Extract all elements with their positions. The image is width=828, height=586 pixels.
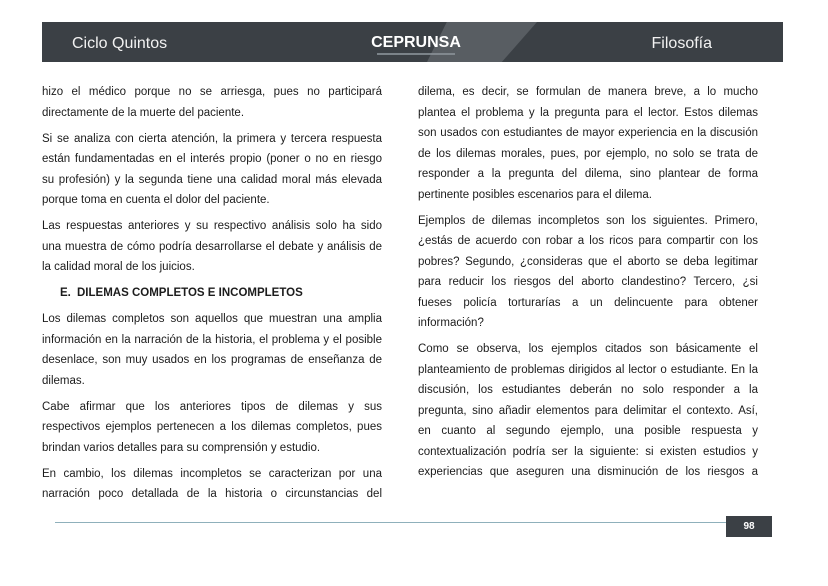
- text-line: información en la narración de la historia, el problema y el posible: [42, 333, 382, 346]
- paragraph: [42, 129, 382, 211]
- section-heading: [60, 283, 382, 304]
- text-line: Si se analiza con cierta atención, la primera y tercera respuesta: [42, 132, 382, 145]
- text-line: información?: [418, 317, 484, 329]
- text-line: desenlace, son muy usados en los programas de enseñanza de: [42, 354, 382, 366]
- left-column: [42, 82, 382, 510]
- page-header: [42, 22, 783, 62]
- text-line: porque toma en cuenta el dolor del paciente.: [42, 194, 270, 206]
- text-line: Cabe afirmar que los anteriores tipos de dilemas y sus: [42, 400, 382, 413]
- text-line: respectivos ejemplos pertenecen a los dilemas completos, pues: [42, 421, 382, 433]
- text-line: de los dilemas morales, pues, por ejemplo, no solo se trata de: [418, 147, 758, 160]
- page-number: 98: [743, 521, 755, 532]
- text-line: la calidad moral de los juicios.: [42, 261, 195, 273]
- text-line: una muestra de cómo podría desarrollarse el debate y análisis de: [42, 240, 382, 253]
- text-line: brindan varios detalles para su comprensión y estudio.: [42, 441, 321, 454]
- section-heading-label: E.: [60, 287, 71, 299]
- text-line: planteamiento de problemas dirigidos al lector o estudiante. En la: [418, 363, 758, 376]
- text-line: para reducir los riesgos del aborto clandestino? Tercero, ¿si: [418, 276, 758, 288]
- text-line: hizo el médico porque no se arriesga, pues no participará: [42, 86, 382, 98]
- text-line: directamente de la muerte del paciente.: [42, 106, 245, 119]
- text-line: plantea el problema y la pregunta para el lector. Estos dilemas: [418, 106, 758, 119]
- paragraph: [418, 82, 758, 205]
- subject-title: Filosofía: [651, 35, 712, 52]
- text-line: su profesión) y la segunda tiene una calidad moral más elevada: [42, 173, 382, 186]
- text-line: fueses policía torturarías a un delincuente para obtener: [418, 296, 758, 309]
- text-line: Los dilemas completos son aquellos que muestran una amplia: [42, 313, 382, 325]
- logo-tagline-mark: [377, 53, 455, 55]
- text-line: dilemas.: [42, 374, 85, 387]
- text-line: pobres? Segundo, ¿consideras que el aborto se deba legitimar: [418, 255, 758, 268]
- text-line: contextualización podría ser la siguiente: si existen estudios y: [418, 445, 758, 458]
- paragraph: [418, 339, 758, 483]
- text-line: pregunta, sino añadir elementos para delimitar el contexto. Así,: [418, 404, 758, 417]
- text-line: dilema, es decir, se formulan de manera breve, a lo mucho: [418, 86, 758, 98]
- text-line: narración poco detallada de la historia o circunstancias del: [42, 488, 382, 500]
- text-line: son usados con estudiantes de mayor experiencia en la discusión: [418, 127, 758, 139]
- paragraph: [42, 216, 382, 278]
- text-line: discusión, los estudiantes deberán no solo responder a la: [418, 384, 758, 396]
- text-line: están fundamentadas en el interés propio (poner o no en riesgo: [42, 153, 382, 165]
- text-line: Ejemplos de dilemas incompletos son los siguientes. Primero,: [418, 214, 758, 227]
- text-line: Las respuestas anteriores y su respectivo análisis solo ha sido: [42, 220, 382, 232]
- logo-text: CEPRUNSA: [371, 34, 461, 51]
- paragraph: [42, 82, 382, 123]
- paragraph: [42, 464, 382, 505]
- text-line: responder a la pregunta del dilema, sino plantear de forma: [418, 168, 758, 180]
- course-title: Ciclo Quintos: [72, 35, 168, 52]
- text-line: experiencias que aseguren una disminución de los riesgos a: [418, 466, 758, 478]
- page-number-box: [726, 516, 772, 537]
- text-line: en cuanto al segundo ejemplo, una posible respuesta y: [418, 425, 758, 437]
- right-column: [418, 82, 758, 488]
- section-heading-text: DILEMAS COMPLETOS E INCOMPLETOS: [77, 287, 303, 299]
- paragraph: [42, 309, 382, 391]
- text-line: pertinente posibles escenarios para el dilema.: [418, 188, 652, 201]
- paragraph: [42, 397, 382, 459]
- paragraph: [418, 211, 758, 334]
- text-line: Como se observa, los ejemplos citados son básicamente el: [418, 343, 758, 355]
- text-line: ¿estás de acuerdo con robar a los ricos para compartir con los: [418, 235, 758, 247]
- text-line: En cambio, los dilemas incompletos se caracterizan por una: [42, 467, 382, 480]
- footer-rule: [55, 522, 726, 523]
- logo: [370, 34, 462, 58]
